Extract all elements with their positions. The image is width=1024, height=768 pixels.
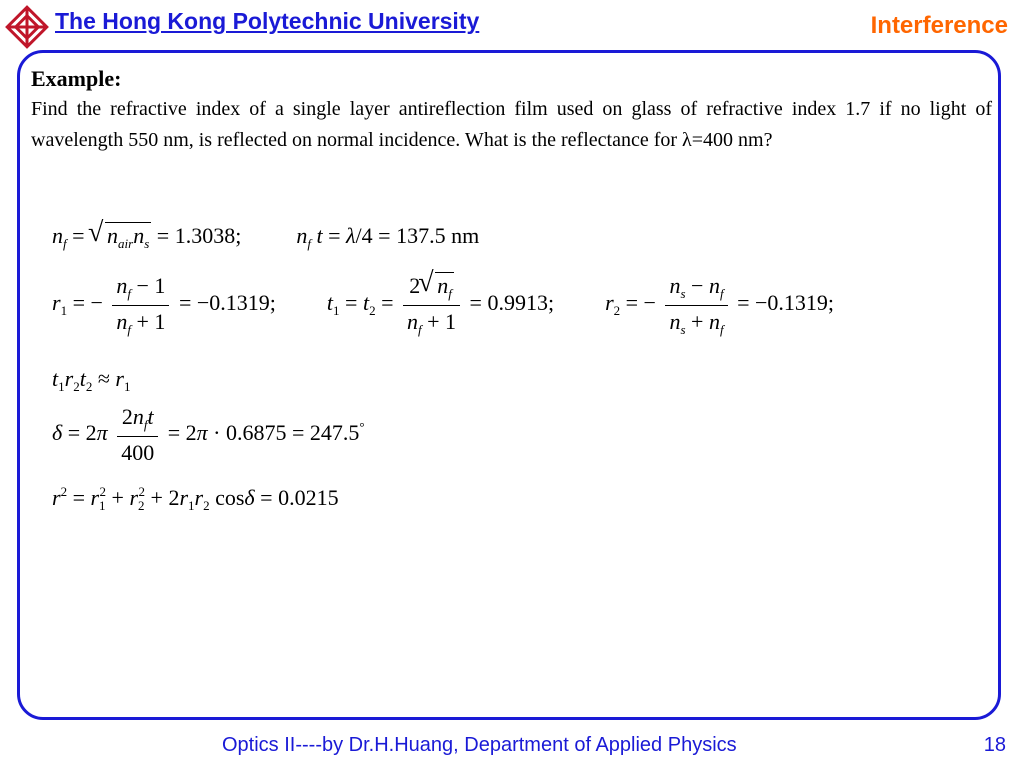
footer-credit: Optics II----by Dr.H.Huang, Department of Applied Physics <box>222 734 737 756</box>
delta-constant: 0.6875 <box>225 420 287 446</box>
topic-title: Interference <box>870 12 1008 39</box>
equation-coefficients: $r_1$ = − $\frac{n_f - 1}{n_f + 1}$ = −0.1319; $t_1 = t_2$ = $\frac{2√ n_f}{n_f + 1}$ = 0.9913; $r_2$ = − $\frac{n_s - n_f}{n_s + n_f}$ = −0.1319; <box>52 272 834 338</box>
nf-value: 1.3038; <box>174 223 242 248</box>
t-value: 0.9913; <box>487 290 555 316</box>
delta-value: 247.5 <box>309 420 360 446</box>
polyu-lattice-logo-icon <box>1 1 53 53</box>
r2-value: 0.1319; <box>767 290 835 316</box>
equation-nf: $n_f$ = √ $n_{air}n_s = 1.3038$; $n_f$ t = λ/4 = 137.5 nm <box>52 222 479 252</box>
problem-statement: Find the refractive index of a single layer antireflection film used on glass of refractive index 1.7 if no light of wavelength 550 nm, is reflected on normal incidence. What is the reflectance for λ=400 nm? <box>31 98 992 151</box>
thickness-value: 137.5 nm <box>396 223 480 248</box>
equation-reflectance: $r^2 = r_1^2 + r_2^2 + 2r_1r_2$ cosδ = 0.0215 <box>52 484 339 513</box>
r1-value: 0.1319; <box>209 290 276 316</box>
equation-delta: δ = 2π $\frac{2n_ft}{400}$ = 2π · 0.6875 = 247.5° <box>52 404 365 465</box>
example-label: Example: <box>31 66 122 91</box>
delta-denominator: 400 <box>121 440 155 465</box>
page-number: 18 <box>983 734 1006 756</box>
reflectance-value: 0.0215 <box>278 485 339 510</box>
equation-approx: $t_1r_2t_2 \approx r_1$ <box>52 366 131 394</box>
example-block <box>31 64 992 156</box>
university-title: The Hong Kong Polytechnic University <box>55 8 480 34</box>
